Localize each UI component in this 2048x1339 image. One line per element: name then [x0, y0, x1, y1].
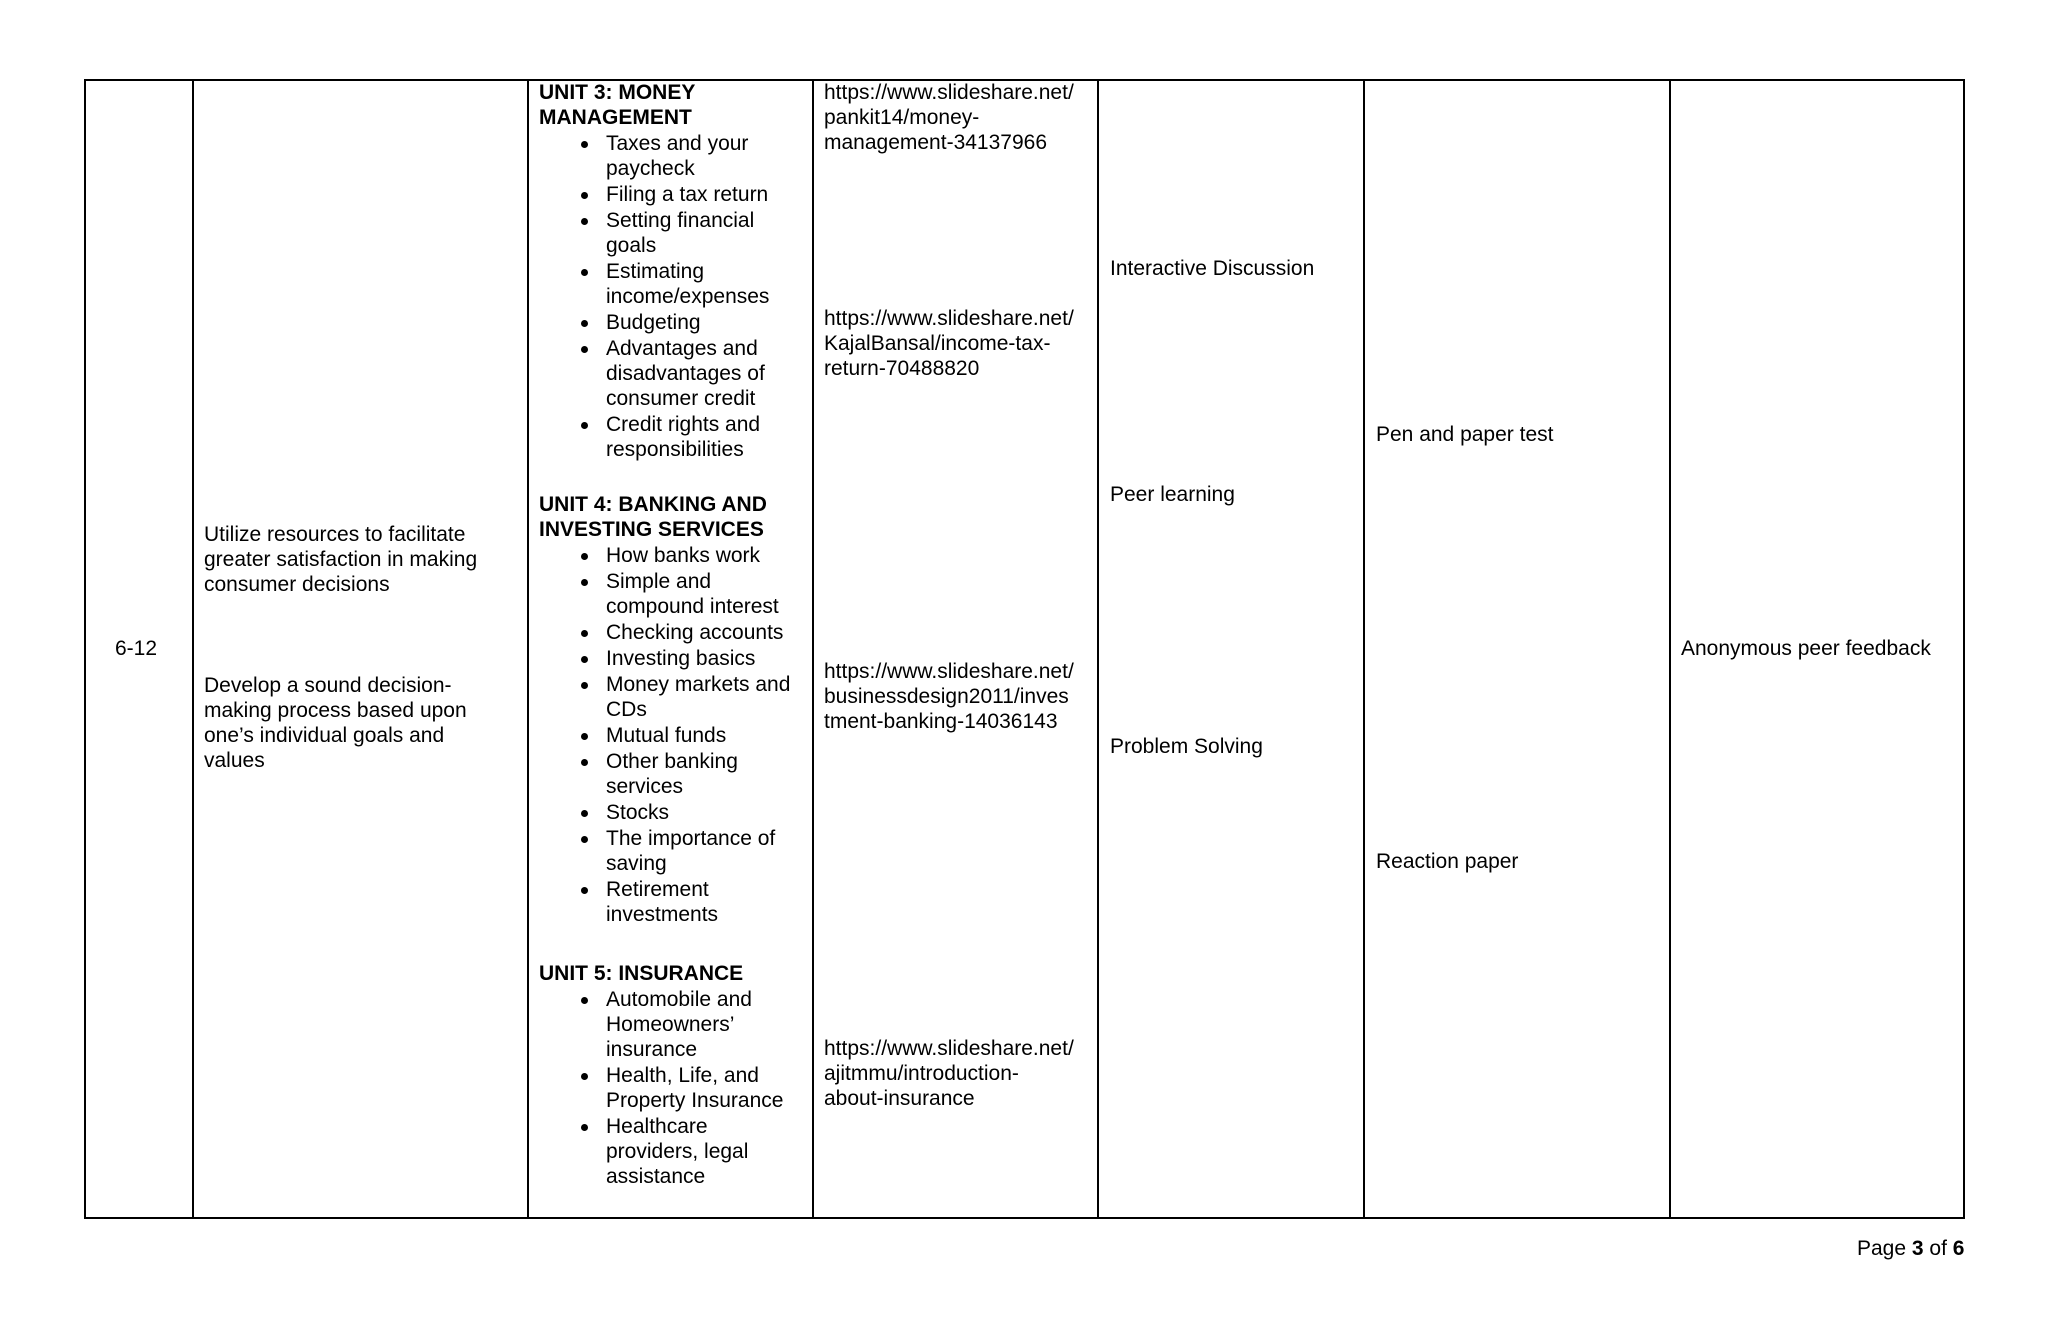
strategy-peer-learning: Peer learning — [1110, 483, 1235, 506]
unit-title: INVESTING SERVICES — [539, 518, 764, 541]
feedback-cell: Anonymous peer feedback — [1681, 637, 1931, 660]
unit-topic-item: Mutual funds — [606, 724, 727, 747]
unit-topic-item: Healthcare — [606, 1115, 708, 1138]
page-number — [1857, 1236, 1964, 1262]
unit-topic-item: insurance — [606, 1038, 698, 1061]
resource-link[interactable]: management-34137966 — [824, 131, 1048, 154]
unit-topic-item: CDs — [606, 698, 647, 721]
col-border-7 — [1963, 79, 1965, 1219]
objective-1-line: Utilize resources to facilitate — [204, 523, 466, 546]
unit-topic-item: Filing a tax return — [606, 183, 769, 206]
assessment-pen-paper-test: Pen and paper test — [1376, 423, 1554, 446]
unit-topic-item: Checking accounts — [606, 621, 784, 644]
unit-topic-item: Stocks — [606, 801, 670, 824]
unit-topic-item: Estimating — [606, 260, 705, 283]
resource-link[interactable]: about-insurance — [824, 1087, 975, 1110]
unit-topic-item: Money markets and — [606, 673, 791, 696]
resource-link[interactable]: https://www.slideshare.net/ — [824, 307, 1074, 330]
col-border-4 — [1097, 79, 1099, 1219]
resource-link[interactable]: https://www.slideshare.net/ — [824, 1037, 1074, 1060]
objective-1-line: consumer decisions — [204, 573, 390, 596]
resource-link[interactable]: pankit14/money- — [824, 106, 980, 129]
col-border-1 — [192, 79, 194, 1219]
unit-topic-item: Homeowners’ — [606, 1013, 735, 1036]
unit-topic-item: paycheck — [606, 157, 695, 180]
unit-topic-item: How banks work — [606, 544, 761, 567]
grade-cell: 6-12 — [115, 637, 158, 660]
unit-topic-item: disadvantages of — [606, 362, 765, 385]
unit-topic-item: Property Insurance — [606, 1089, 784, 1112]
unit-topic-item: compound interest — [606, 595, 779, 618]
unit-topic-item: Simple and — [606, 570, 712, 593]
objective-1-line: greater satisfaction in making — [204, 548, 478, 571]
unit-title: UNIT 4: BANKING AND — [539, 493, 767, 516]
unit-topic-item: income/expenses — [606, 285, 770, 308]
unit-topic-item: providers, legal — [606, 1140, 749, 1163]
unit-topic-item: Automobile and — [606, 988, 752, 1011]
strategy-problem-solving: Problem Solving — [1110, 735, 1263, 758]
unit-topic-item: responsibilities — [606, 438, 744, 461]
unit-title: UNIT 5: INSURANCE — [539, 962, 744, 985]
unit-topic-item: assistance — [606, 1165, 706, 1188]
unit-topic-item: Health, Life, and — [606, 1064, 759, 1087]
unit-title: UNIT 3: MONEY — [539, 81, 696, 104]
col-border-0 — [84, 79, 86, 1219]
unit-topic-item: Credit rights and — [606, 413, 761, 436]
col-border-5 — [1363, 79, 1365, 1219]
unit-topic-item: services — [606, 775, 684, 798]
objective-2-line: Develop a sound decision- — [204, 674, 452, 697]
unit-topic-item: Investing basics — [606, 647, 756, 670]
unit-topic-item: Budgeting — [606, 311, 701, 334]
col-border-6 — [1669, 79, 1671, 1219]
page-total: 6 — [1952, 1237, 1965, 1260]
unit-topic-item: goals — [606, 234, 657, 257]
objective-2-line: values — [204, 749, 265, 772]
resource-link[interactable]: tment-banking-14036143 — [824, 710, 1058, 733]
unit-topic-item: Other banking — [606, 750, 738, 773]
resource-link[interactable]: return-70488820 — [824, 357, 980, 380]
page-of: of — [1923, 1237, 1953, 1260]
unit-topic-item: Taxes and your — [606, 132, 749, 155]
objective-2-line: one’s individual goals and — [204, 724, 445, 747]
unit-topic-item: consumer credit — [606, 387, 756, 410]
page-current: 3 — [1911, 1237, 1924, 1260]
unit-topic-item: Retirement — [606, 878, 709, 901]
col-border-3 — [812, 79, 814, 1219]
unit-topic-item: The importance of — [606, 827, 776, 850]
page-prefix: Page — [1857, 1237, 1912, 1260]
table-bottom-border — [84, 1217, 1965, 1219]
unit-topic-item: Setting financial — [606, 209, 755, 232]
resource-link[interactable]: https://www.slideshare.net/ — [824, 660, 1074, 683]
objective-2-line: making process based upon — [204, 699, 467, 722]
col-border-2 — [527, 79, 529, 1219]
unit-topic-item: Advantages and — [606, 337, 758, 360]
unit-topic-item: saving — [606, 852, 667, 875]
resource-link[interactable]: https://www.slideshare.net/ — [824, 81, 1074, 104]
resource-link[interactable]: KajalBansal/income-tax- — [824, 332, 1051, 355]
unit-title: MANAGEMENT — [539, 106, 692, 129]
unit-topic-item: investments — [606, 903, 719, 926]
strategy-interactive-discussion: Interactive Discussion — [1110, 257, 1315, 280]
resource-link[interactable]: businessdesign2011/inves — [824, 685, 1069, 708]
assessment-reaction-paper: Reaction paper — [1376, 850, 1519, 873]
resource-link[interactable]: ajitmmu/introduction- — [824, 1062, 1019, 1085]
